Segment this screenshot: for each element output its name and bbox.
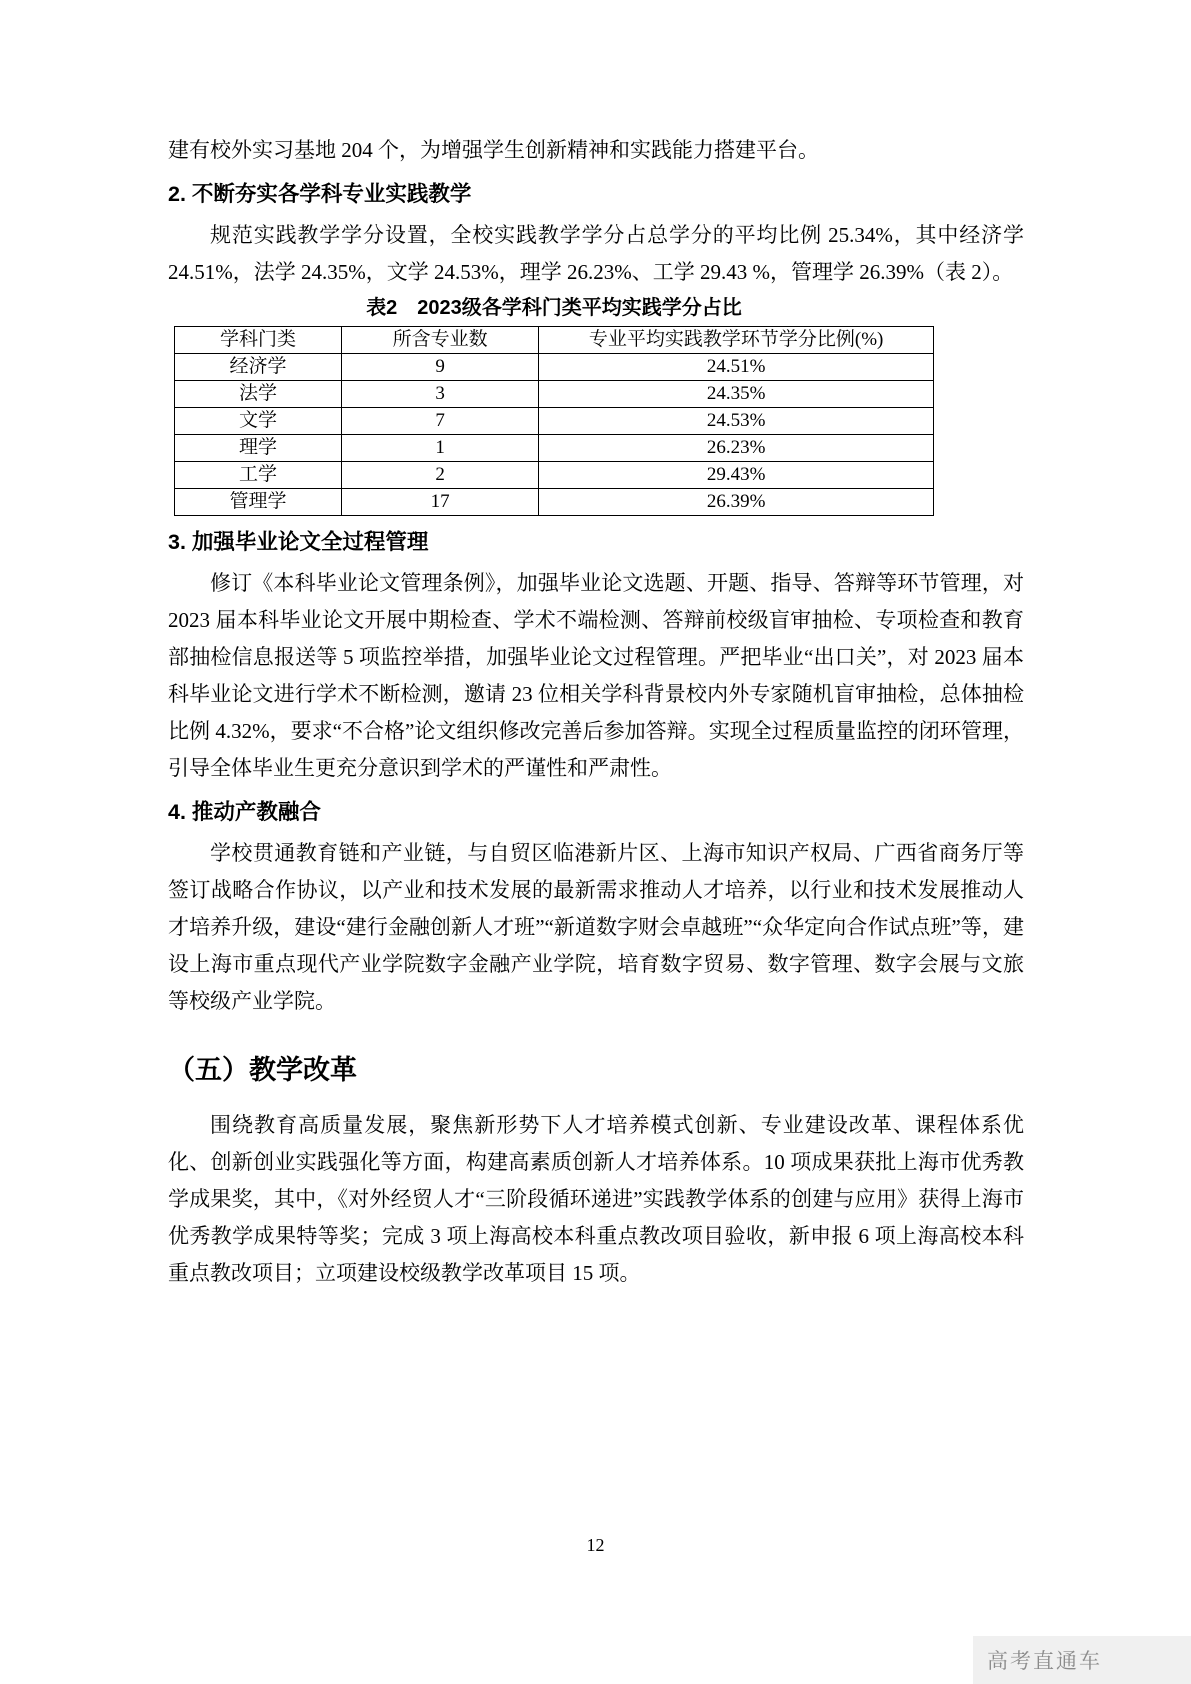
cell-category: 管理学 [175,489,342,516]
page-number: 12 [586,1535,605,1555]
cell-count: 3 [341,381,538,408]
cell-ratio: 24.51% [539,354,934,381]
section-3-paragraph: 修订《本科毕业论文管理条例》，加强毕业论文选题、开题、指导、答辩等环节管理，对 2023 届本科毕业论文开展中期检查、学术不端检测、答辩前校级盲审抽检、专项检查和教育部抽检信息报送等 5 项监控举措，加强毕业论文过程管理。严把毕业“出口关”，对 2023 届本科毕业论文进行学术不断检测，邀请 23 位相关学科背景校内外专家随机盲审抽检，总体抽检比例 4.32%，要求“不合格”论文组织修改完善后参加答辩。实现全过程质量监控的闭环管理，引导全体毕业生更充分意识到学术的严谨性和严肃性。 [168,571,1024,780]
cell-category: 工学 [175,462,342,489]
cell-ratio: 26.39% [539,489,934,516]
cell-category: 法学 [175,381,342,408]
page-content [168,132,1024,1292]
cell-category: 文学 [175,408,342,435]
table-row [175,489,934,516]
table-caption: 表2 2023级各学科门类平均实践学分占比 [366,297,742,319]
table-row [175,408,934,435]
table-header-category: 学科门类 [175,327,342,354]
practice-credit-table [174,326,934,516]
cell-count: 1 [341,435,538,462]
cell-ratio: 29.43% [539,462,934,489]
table-header-ratio: 专业平均实践教学环节学分比例(%) [539,327,934,354]
table-block [174,295,934,516]
table-header-row [175,327,934,354]
cell-ratio: 24.35% [539,381,934,408]
cell-ratio: 26.23% [539,435,934,462]
lead-paragraph: 建有校外实习基地 204 个，为增强学生创新精神和实践能力搭建平台。 [168,138,819,162]
table-row [175,462,934,489]
watermark-badge: 高考直通车 [973,1636,1191,1684]
cell-ratio: 24.53% [539,408,934,435]
table-header-count: 所含专业数 [341,327,538,354]
cell-category: 理学 [175,435,342,462]
cell-count: 9 [341,354,538,381]
section-4-paragraph: 学校贯通教育链和产业链，与自贸区临港新片区、上海市知识产权局、广西省商务厅等签订战略合作协议，以产业和技术发展的最新需求推动人才培养，以行业和技术发展推动人才培养升级，建设“建行金融创新人才班”“新道数字财会卓越班”“众华定向合作试点班”等，建设上海市重点现代产业学院数字金融产业学院，培育数字贸易、数字管理、数字会展与文旅等校级产业学院。 [168,841,1024,1013]
section-5-heading: （五）教学改革 [168,1055,357,1085]
section-5-paragraph: 围绕教育高质量发展，聚焦新形势下人才培养模式创新、专业建设改革、课程体系优化、创新创业实践强化等方面，构建高素质创新人才培养体系。10 项成果获批上海市优秀教学成果奖，其中，《对外经贸人才“三阶段循环递进”实践教学体系的创建与应用》获得上海市优秀教学成果特等奖；完成 3 项上海高校本科重点教改项目验收，新申报 6 项上海高校本科重点教改项目；立项建设校级教学改革项目 15 项。 [168,1113,1024,1285]
section-2-heading: 2. 不断夯实各学科专业实践教学 [168,182,472,206]
section-2-paragraph: 规范实践教学学分设置，全校实践教学学分占总学分的平均比例 25.34%，其中经济学 24.51%，法学 24.35%，文学 24.53%，理学 26.23%、工学 29.43 %，管理学 26.39%（表 2）。 [168,223,1024,284]
table-row [175,354,934,381]
cell-count: 17 [341,489,538,516]
cell-category: 经济学 [175,354,342,381]
section-4-heading: 4. 推动产教融合 [168,800,321,824]
table-row [175,381,934,408]
table-row [175,435,934,462]
cell-count: 7 [341,408,538,435]
section-3-heading: 3. 加强毕业论文全过程管理 [168,530,429,554]
cell-count: 2 [341,462,538,489]
